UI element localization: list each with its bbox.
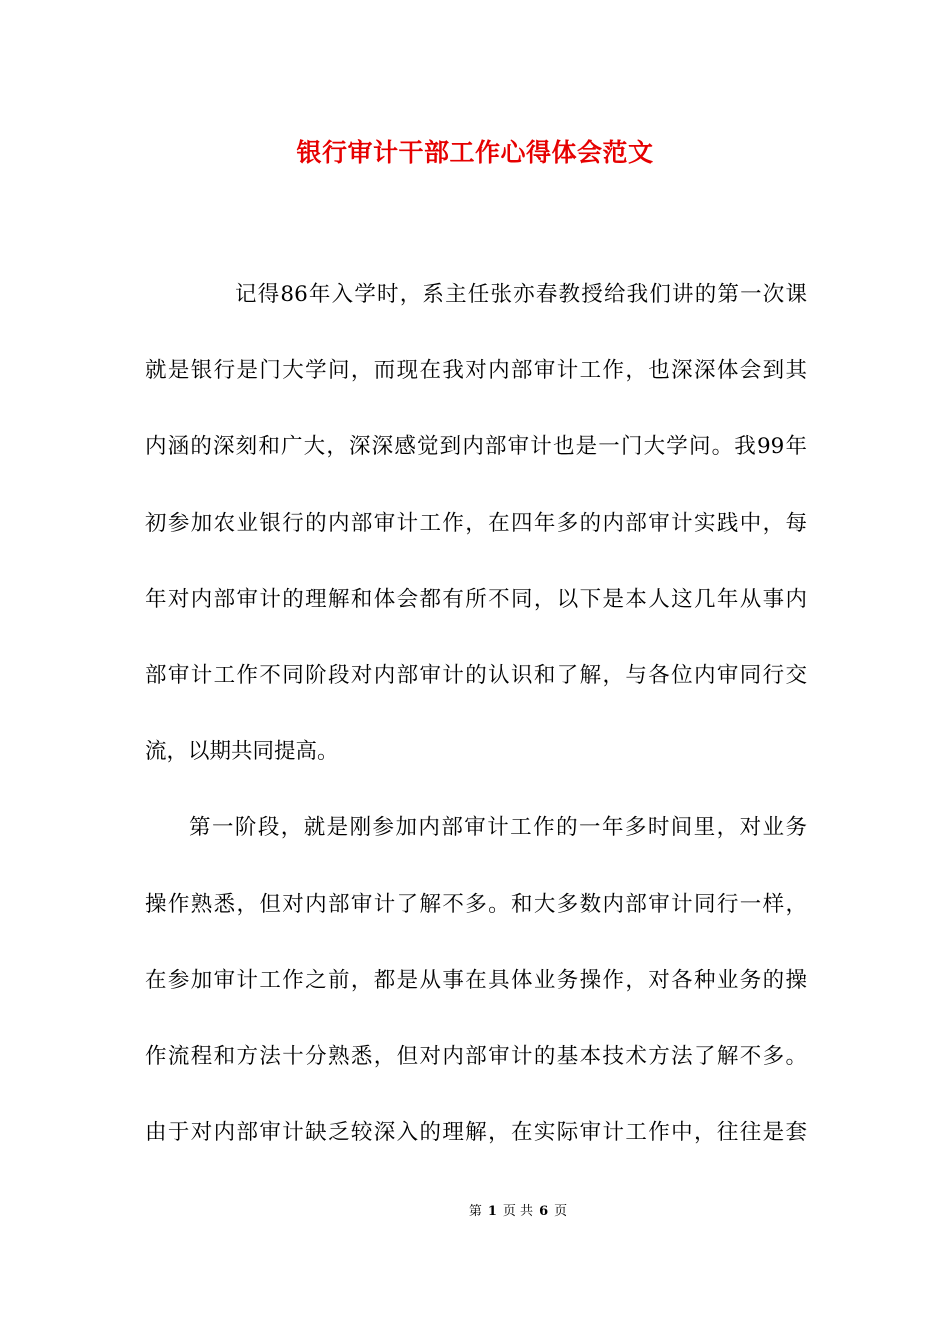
paragraph-line: 流，以期共同提高。 [145,739,339,765]
paragraph-line: 年对内部审计的理解和体会都有所不同，以下是本人这几年从事内 [145,586,807,612]
paragraph-line: 由于对内部审计缺乏较深入的理解，在实际审计工作中，往往是套 [145,1120,807,1146]
footer-page-number: 1 [487,1204,497,1219]
page-footer [0,1202,950,1222]
paragraph-line: 操作熟悉，但对内部审计了解不多。和大多数内部审计同行一样， [145,891,807,917]
paragraph-line: 就是银行是门大学问，而现在我对内部审计工作，也深深体会到其 [145,358,807,384]
paragraph-line: 作流程和方法十分熟悉，但对内部审计的基本技术方法了解不多。 [145,1043,807,1069]
paragraph-line: 记得86年入学时，系主任张亦春教授给我们讲的第一次课 [235,282,807,307]
paragraph-line: 部审计工作不同阶段对内部审计的认识和了解，与各位内审同行交 [145,662,807,688]
footer-total-pages: 6 [539,1204,549,1219]
footer-prefix: 第 [468,1204,482,1219]
footer-suffix: 页 [554,1204,568,1219]
document-body [145,276,807,1190]
paragraph-line: 第一阶段，就是刚参加内部审计工作的一年多时间里，对业务 [189,815,807,841]
paragraph-line: 初参加农业银行的内部审计工作，在四年多的内部审计实践中，每 [145,510,807,536]
document-title: 银行审计干部工作心得体会范文 [296,138,654,167]
paragraph-line: 内涵的深刻和广大，深深感觉到内部审计也是一门大学问。我99年 [145,434,807,460]
paragraph-line: 在参加审计工作之前，都是从事在具体业务操作，对各种业务的操 [145,967,807,993]
footer-middle: 页 共 [502,1204,534,1219]
